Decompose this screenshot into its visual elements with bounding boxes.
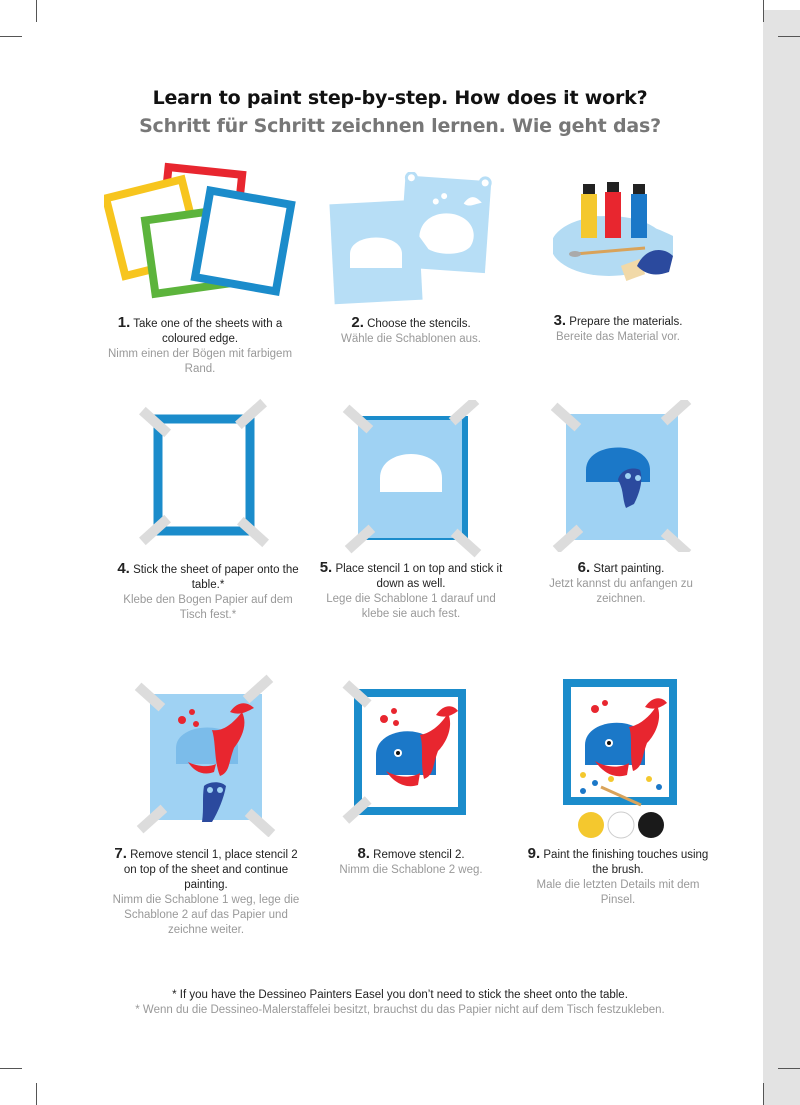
crop-mark [36,0,37,22]
step-2-number: 2. [351,314,364,331]
start-painting-illustration [548,400,698,552]
step-4-instruction-de: Klebe den Bogen Papier auf dem Tisch fest.* [123,594,293,621]
step-5-number: 5. [319,559,333,576]
step-4-instruction-en: 4. Stick the sheet of paper onto the table.* [117,560,299,591]
step-5-instruction-de: Lege die Schablone 1 darauf und klebe sie auch fest. [326,593,496,620]
step-6 [526,560,716,607]
step-6-instruction-en: 6. Start painting. [577,559,665,576]
step-2-instruction-en: 2. Choose the stencils. [351,314,471,331]
step-9-instruction-de: Male die letzten Details mit dem Pinsel. [536,879,700,906]
step-3 [523,313,713,345]
whale-painting-illustration [340,675,482,830]
step-8-number: 8. [357,845,370,862]
crop-mark [0,36,22,37]
footnote-de: * Wenn du die Dessineo-Malerstaffelei besitzt, brauchst du das Papier nicht auf dem Tisch festzukleben. [135,1004,665,1016]
materials-illustration [553,176,683,296]
colored-sheets-illustration [104,162,304,304]
step-4 [113,561,303,623]
crop-mark [778,1068,800,1069]
step-3-number: 3. [553,312,567,329]
step-6-number: 6. [577,559,591,576]
footnote [0,988,800,1018]
step-6-instruction-de: Jetzt kannst du anfangen zu zeichnen. [549,578,693,605]
crop-mark [36,1083,37,1105]
page-title: Learn to paint step-by-step. How does it work? [152,87,648,109]
step-5-instruction-en: 5. Place stencil 1 on top and stick it down as well. [319,559,503,590]
crop-mark [778,36,800,37]
step-3-instruction-en: 3. Prepare the materials. [553,312,683,329]
step-1-number: 1. [117,314,131,331]
step-7-number: 7. [114,845,127,862]
step-1-instruction-de: Nimm einen der Bögen mit farbigem Rand. [107,348,293,375]
footnote-en: * If you have the Dessineo Painters Easel you don’t need to stick the sheet onto the table. [172,989,628,1001]
stencils-illustration [322,172,502,307]
step-1 [105,315,295,377]
step-1-instruction-en: 1. Take one of the sheets with a coloured edge. [117,314,283,345]
stencil-taped-illustration [340,400,485,560]
step-9-instruction-en: 9. Paint the finishing touches using the brush. [527,845,709,876]
finished-whale-illustration [555,675,685,845]
step-2 [316,315,506,347]
step-7-instruction-en: 7. Remove stencil 1, place stencil 2 on top of the sheet and continue painting. [114,845,298,891]
page-subtitle: Schritt für Schritt zeichnen lernen. Wie geht das? [139,115,661,137]
page-margin-strip [763,10,800,1105]
crop-mark [763,1083,764,1105]
step-7 [111,846,301,938]
taped-sheet-illustration [130,395,275,555]
step-4-number: 4. [117,560,130,577]
step-9 [523,846,713,908]
step-2-instruction-de: Wähle die Schablonen aus. [340,333,481,345]
step-8 [316,846,506,878]
crop-mark [0,1068,22,1069]
crop-mark [763,0,764,22]
step-3-instruction-de: Bereite das Material vor. [555,331,680,343]
step-7-instruction-de: Nimm die Schablone 1 weg, lege die Schablone 2 auf das Papier und zeichne weiter. [112,894,300,936]
stencil-two-painting-illustration [130,672,280,837]
step-8-instruction-de: Nimm die Schablone 2 weg. [339,864,483,876]
step-8-instruction-en: 8. Remove stencil 2. [357,845,465,862]
step-5 [316,560,506,622]
step-9-number: 9. [527,845,541,862]
